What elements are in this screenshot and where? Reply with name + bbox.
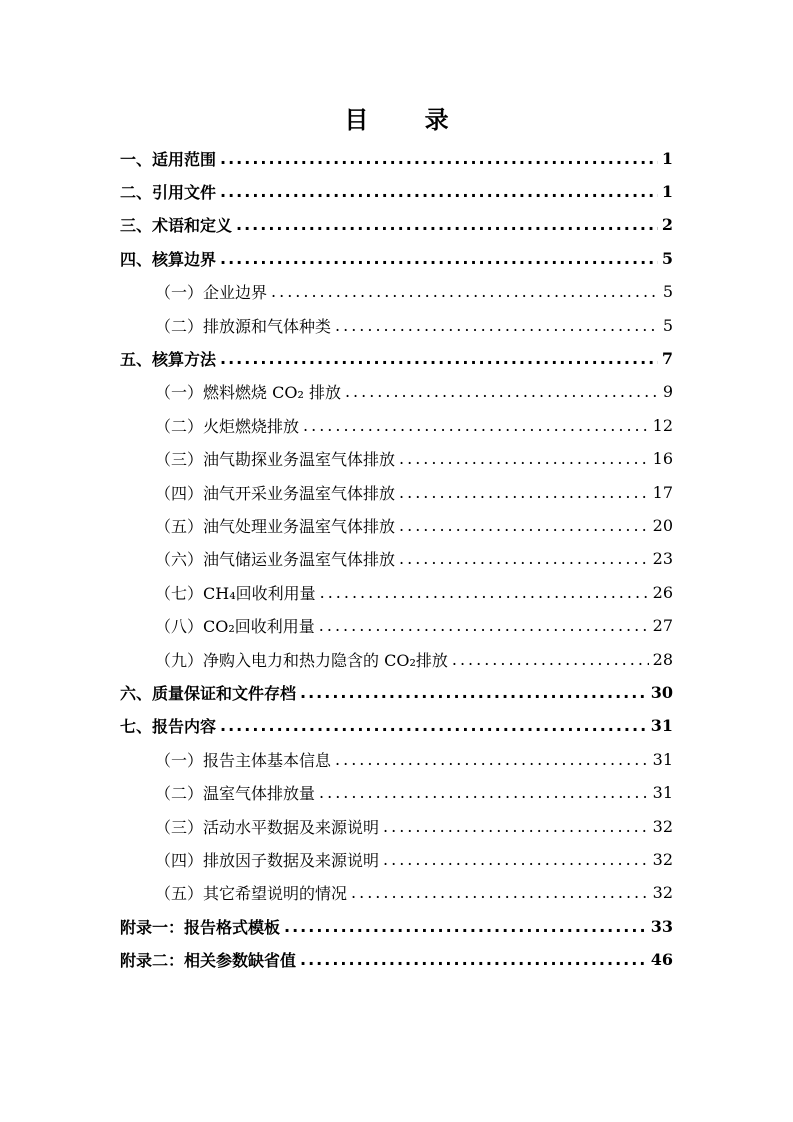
toc-page-number: 7 [661,348,673,368]
toc-leader-dots [399,449,649,468]
toc-leader-dots [220,249,658,268]
toc-entry[interactable] [120,644,673,674]
page-title: 目 录 [344,106,473,134]
toc-page-number: 16 [652,449,673,469]
toc-entry-label: （二）火炬燃烧排放 [155,416,300,436]
toc-entry-label: 四、核算边界 [120,249,217,269]
toc-page-number: 26 [652,582,673,602]
toc-page-number: 1 [661,181,673,201]
toc-entry-label: 五、核算方法 [120,349,217,369]
toc-page-number: 5 [661,248,673,268]
toc-page-number: 33 [650,916,673,936]
table-of-contents [120,0,673,1122]
toc-leader-dots [399,549,649,568]
toc-leader-dots [303,416,649,435]
toc-leader-dots [271,282,659,301]
toc-leader-dots [399,516,649,535]
toc-page-number: 2 [661,215,673,235]
toc-entry[interactable] [120,343,673,373]
toc-page-number: 46 [650,950,673,970]
toc-entry[interactable] [120,811,673,841]
toc-page-number: 27 [652,616,673,636]
toc-page-number: 32 [652,816,673,836]
toc-page-number: 5 [662,315,673,335]
toc-entry[interactable] [120,577,673,607]
toc-entry-label: （八）CO₂回收利用量 [155,617,315,637]
toc-leader-dots [319,783,649,802]
toc-leader-dots [220,349,658,368]
toc-entry[interactable] [120,510,673,540]
toc-page-number: 31 [650,716,673,736]
toc-entry[interactable] [120,878,673,908]
toc-entry[interactable] [120,444,673,474]
toc-page-number: 9 [662,382,673,402]
toc-entry-label: 附录二：相关参数缺省值 [120,951,297,971]
toc-entry-label: （五）油气处理业务温室气体排放 [155,516,396,536]
toc-leader-dots [300,683,647,702]
toc-leader-dots [335,316,659,335]
toc-entry-label: （二）温室气体排放量 [155,784,316,804]
toc-page-number: 28 [652,649,673,669]
toc-page-number: 17 [652,482,673,502]
toc-entry[interactable] [120,310,673,340]
toc-entry[interactable] [120,477,673,507]
toc-page-number: 1 [661,148,673,168]
toc-entry[interactable] [120,911,673,941]
toc-page-number: 31 [652,749,673,769]
toc-entry-label: （九）净购入电力和热力隐含的 CO₂排放 [155,650,448,670]
toc-entry-label: 七、报告内容 [120,717,217,737]
toc-entry-label: （二）排放源和气体种类 [155,316,332,336]
toc-entry-label: 附录一：报告格式模板 [120,917,281,937]
toc-entry[interactable] [120,277,673,307]
toc-leader-dots [220,149,658,168]
toc-page-number: 20 [652,515,673,535]
toc-entry-label: （一）报告主体基本信息 [155,750,332,770]
toc-leader-dots [335,750,649,769]
toc-page-number: 32 [652,883,673,903]
toc-leader-dots [220,716,647,735]
toc-leader-dots [345,382,659,401]
toc-leader-dots [236,215,658,234]
toc-leader-dots [284,917,647,936]
toc-entry-label: （七）CH₄回收利用量 [155,583,316,603]
toc-leader-dots [351,883,649,902]
toc-leader-dots [383,817,649,836]
toc-entry[interactable] [120,377,673,407]
toc-page-number: 5 [662,282,673,302]
toc-entry[interactable] [120,744,673,774]
toc-entry[interactable] [120,544,673,574]
toc-entry[interactable] [120,410,673,440]
toc-entry-label: （六）油气储运业务温室气体排放 [155,550,396,570]
toc-leader-dots [399,483,649,502]
toc-entry[interactable] [120,778,673,808]
toc-entry-label: 二、引用文件 [120,182,217,202]
toc-leader-dots [320,583,649,602]
toc-entry[interactable] [120,210,673,240]
toc-page-number: 23 [652,549,673,569]
toc-page-number: 30 [650,682,673,702]
toc-leader-dots [300,950,647,969]
toc-entry[interactable] [120,611,673,641]
toc-entry-label: 一、适用范围 [120,149,217,169]
toc-leader-dots [452,650,649,669]
toc-entry[interactable] [120,143,673,173]
toc-page-number: 12 [652,415,673,435]
toc-entry-label: （三）活动水平数据及来源说明 [155,817,380,837]
toc-entry-label: （一）燃料燃烧 CO₂ 排放 [155,383,341,403]
toc-entry-label: （三）油气勘探业务温室气体排放 [155,450,396,470]
toc-entry[interactable] [120,243,673,273]
toc-page-number: 32 [652,849,673,869]
toc-page-number: 31 [652,783,673,803]
toc-entry[interactable] [120,711,673,741]
toc-entry-label: （一）企业边界 [155,283,268,303]
toc-entry-label: （五）其它希望说明的情况 [155,884,348,904]
toc-entry[interactable] [120,844,673,874]
toc-entry[interactable] [120,176,673,206]
toc-entry-label: 六、质量保证和文件存档 [120,683,297,703]
toc-leader-dots [319,616,649,635]
toc-leader-dots [220,182,658,201]
toc-entry-label: （四）油气开采业务温室气体排放 [155,483,396,503]
toc-entry[interactable] [120,677,673,707]
toc-entry-label: （四）排放因子数据及来源说明 [155,850,380,870]
toc-leader-dots [383,850,649,869]
toc-entry[interactable] [120,945,673,975]
toc-entry-label: 三、术语和定义 [120,216,233,236]
